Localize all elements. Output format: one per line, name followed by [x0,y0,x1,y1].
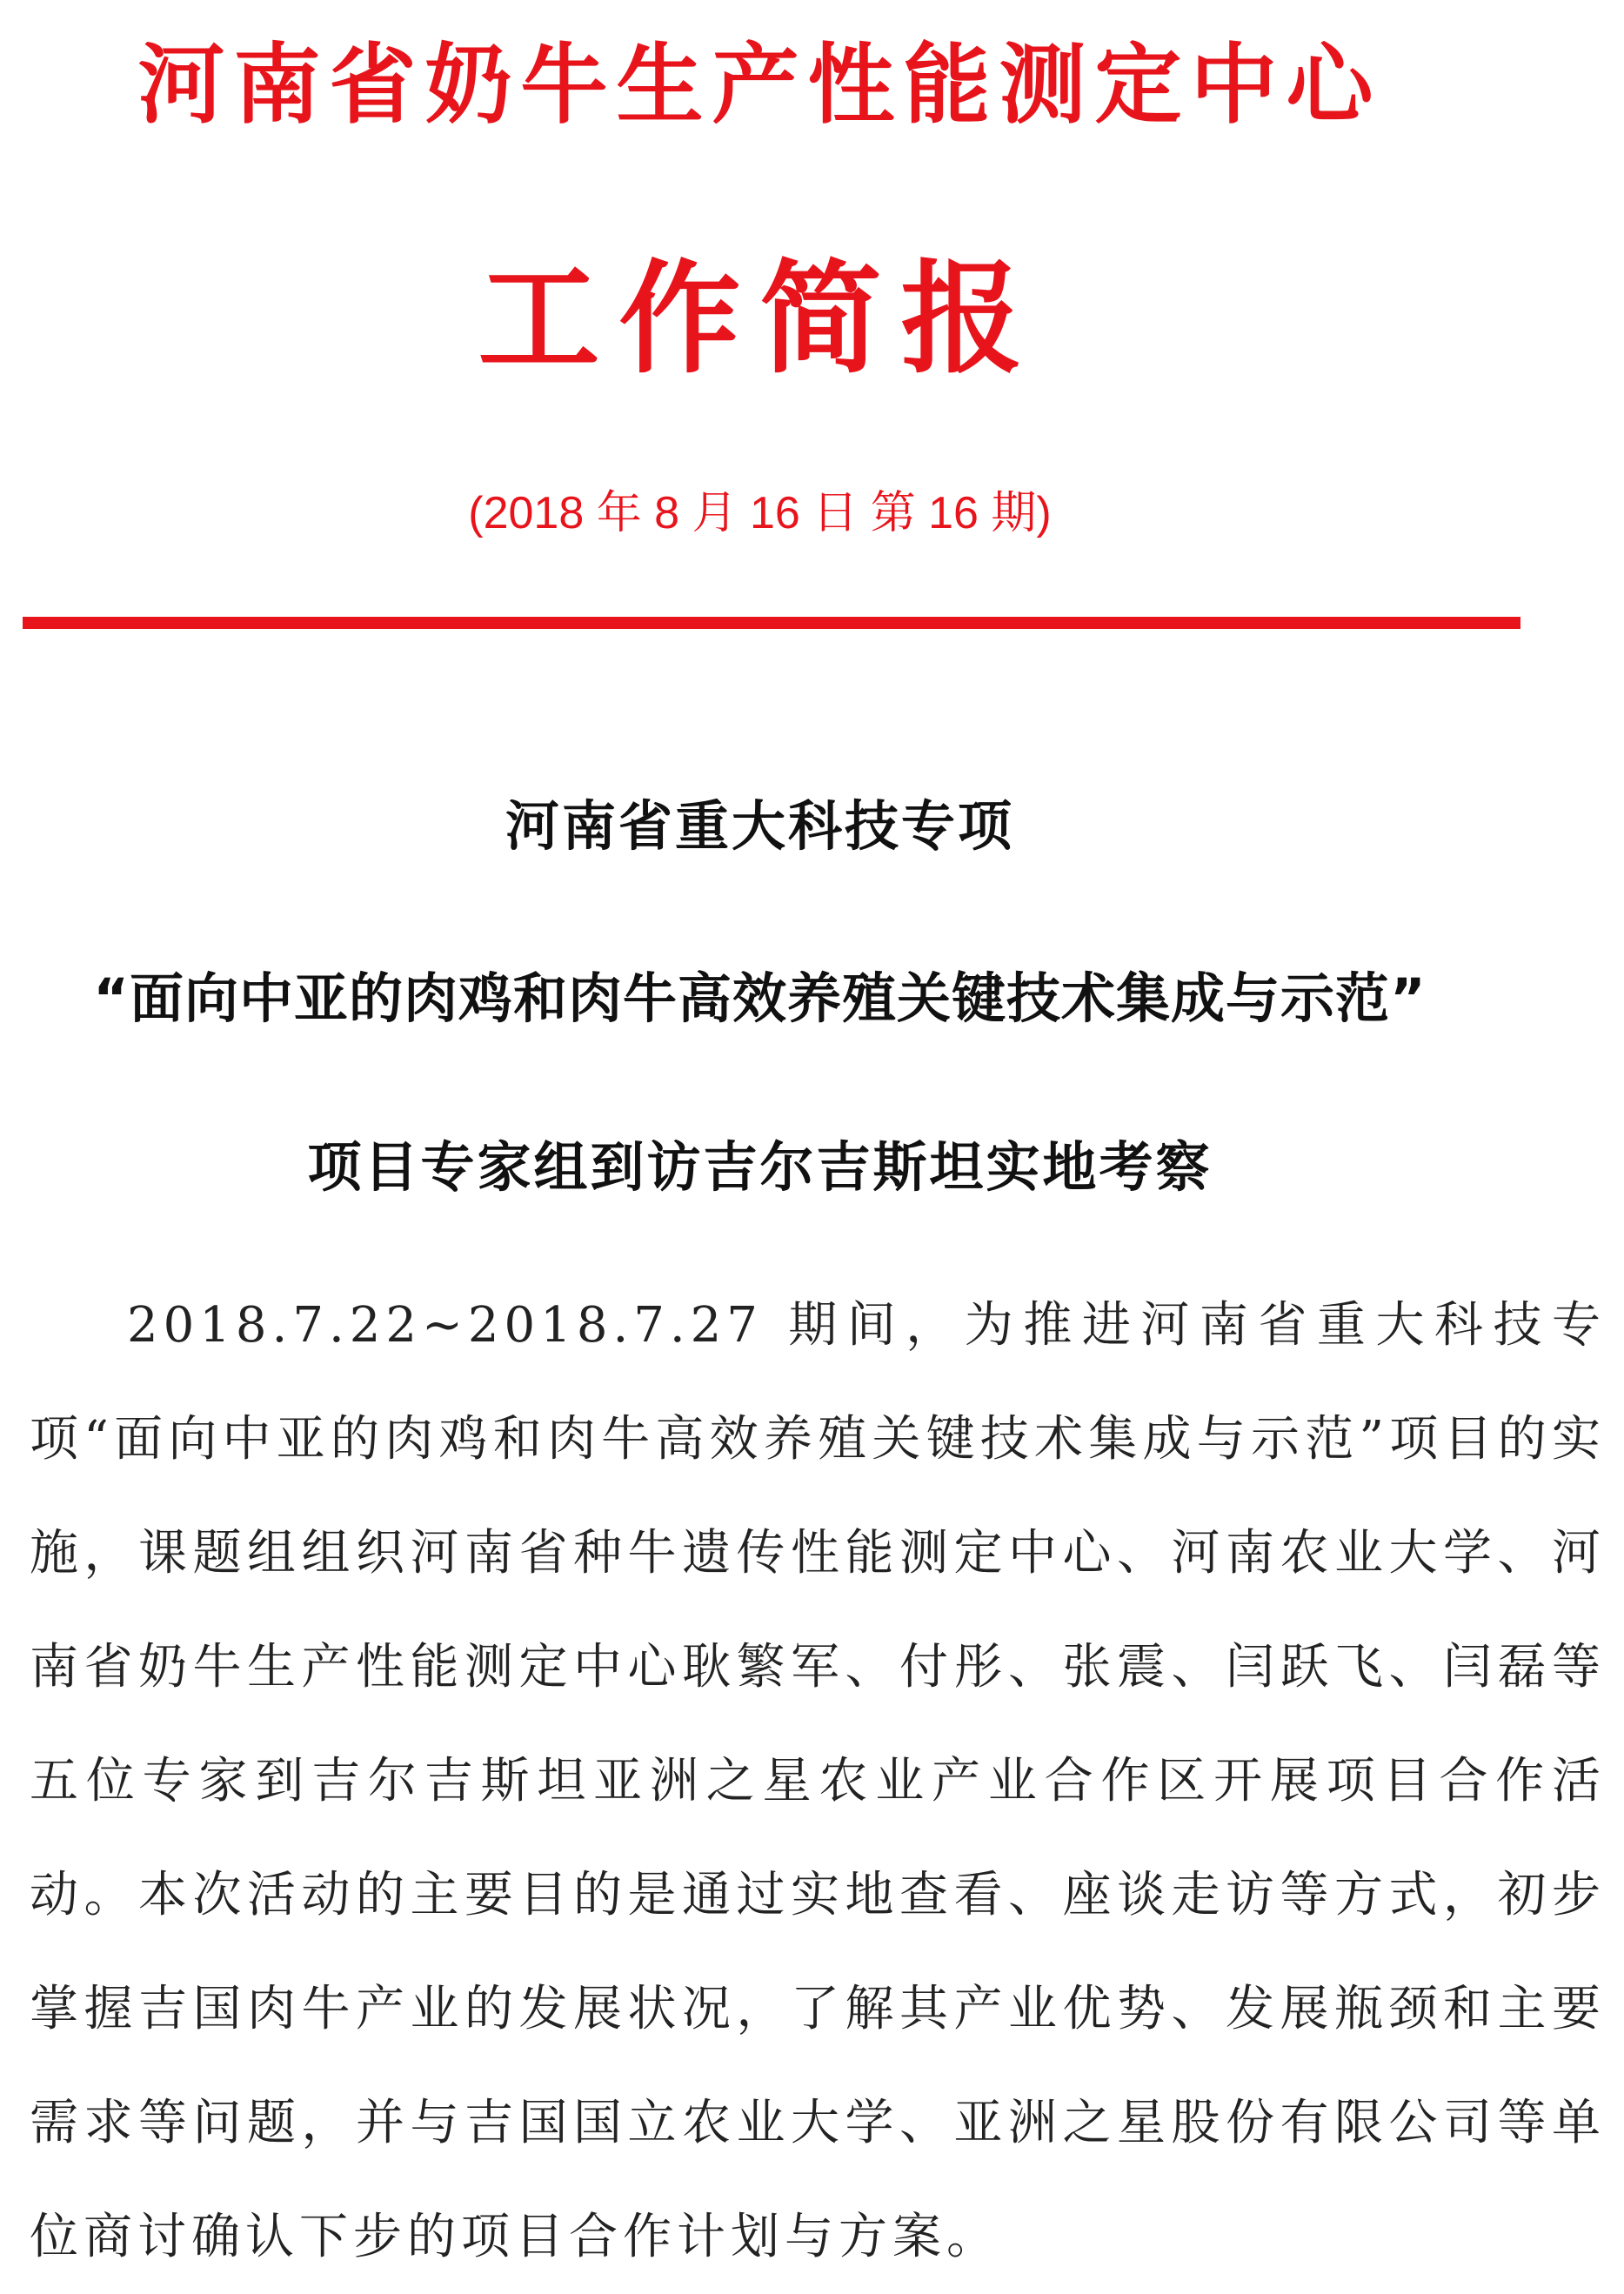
bulletin-title: 工作简报 [478,249,1042,391]
org-title: 河南省奶牛生产性能测定中心 [137,34,1382,136]
header-divider [23,617,1520,629]
headline-line-2: “面向中亚的肉鸡和肉牛高效养殖关键技术集成与示范” [93,966,1427,1030]
headline-line-3: 项目专家组到访吉尔吉斯坦实地考察 [307,1135,1213,1199]
body-paragraph: 2018.7.22~2018.7.27 期间，为推进河南省重大科技专项“面向中亚的肉鸡和肉牛高效养殖关键技术集成与示范”项目的实施，课题组组织河南省种牛遗传性能测定中心、河南农业大学、河南省奶牛生产性能测定中心耿繁军、付彤、张震、闫跃飞、闫磊等五位专家到吉尔吉斯坦亚洲之星农业产业合作区开展项目合作活动。本次活动的主要目的是通过实地查看、座谈走访等方式，初步掌握吉国肉牛产业的发展状况，了解其产业优势、发展瓶颈和主要需求等问题，并与吉国国立农业大学、亚洲之星股份有限公司等单位商讨确认下步的项目合作计划与方案。 [30,1297,1606,2265]
headline-line-1: 河南省重大科技专项 [505,794,1014,858]
issue-info: (2018 年 8 月 16 日 第 16 期) [468,488,1052,538]
